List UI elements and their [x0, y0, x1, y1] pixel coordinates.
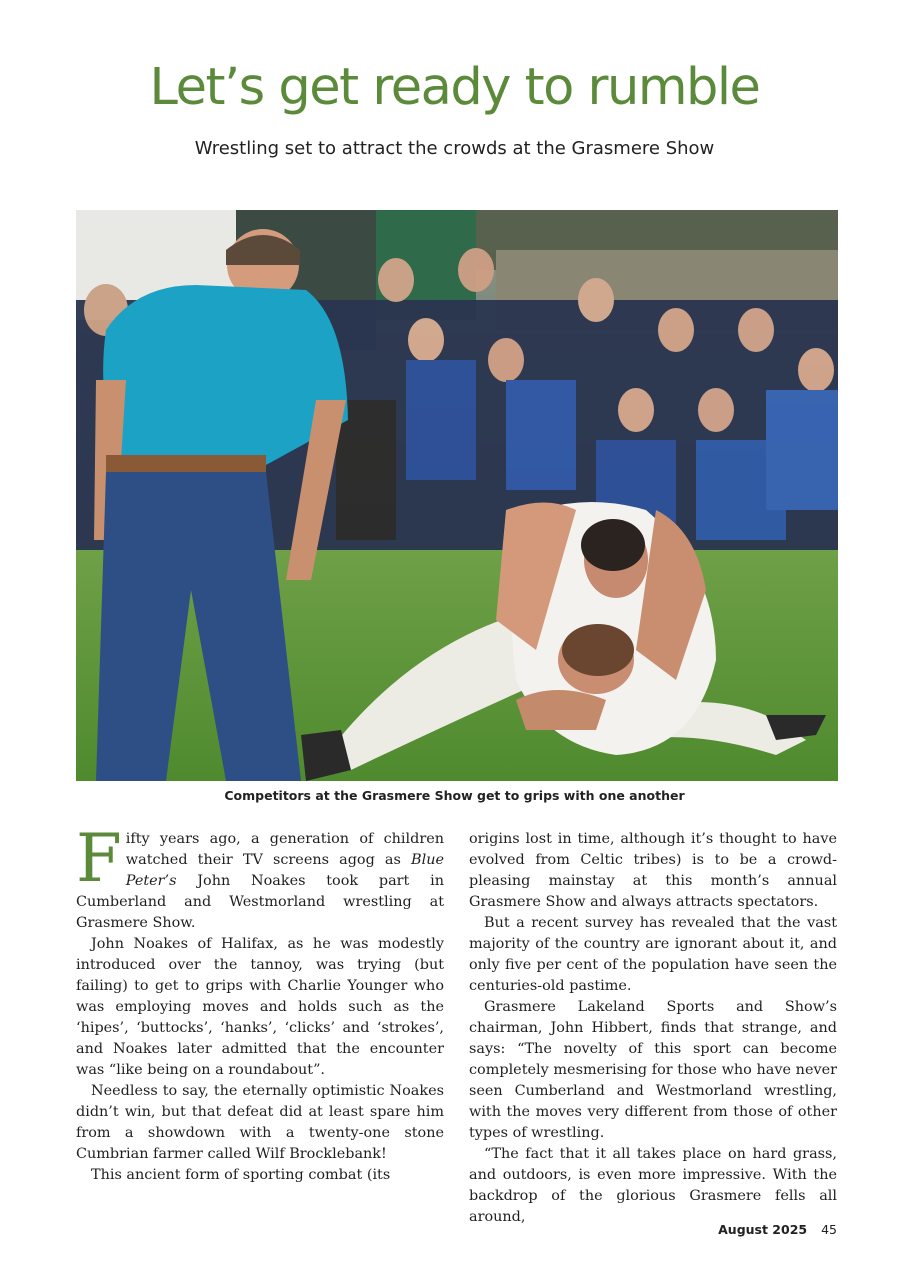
paragraph-5: But a recent survey has revealed that the vast majority of the country are ignorant about it, and only five per cent of the population have seen the centuries-old pastime. [469, 915, 837, 994]
standfirst: Wrestling set to attract the crowds at the Grasmere Show [194, 138, 715, 159]
paragraph-2: John Noakes of Halifax, as he was modestly introduced over the tannoy, was trying (but failing) to get to grips with Charlie Younger who was employing moves and holds such as the ‘hipes’, ‘buttocks’, ‘hanks’, ‘clicks’ and ‘strokes’, and Noakes later admitted that the encounter was “like being on a roundabout”. [76, 936, 444, 1078]
paragraph-1: Fifty years ago, a generation of children watched their TV screens agog as Blue Peter’s John Noakes took part in Cumberland and Westmorland wrestling at Grasmere Show. [76, 820, 444, 931]
page-footer [718, 1222, 837, 1237]
drop-cap: F [76, 820, 122, 897]
paragraph-4-continued: origins lost in time, although it’s thought to have evolved from Celtic tribes) is to be a crowd-pleasing mainstay at this month’s annual Grasmere Show and always attracts spectators. [469, 831, 837, 910]
article-column-left [76, 820, 444, 1186]
page-number: 45 [821, 1222, 837, 1237]
photo-caption: Competitors at the Grasmere Show get to grips with one another [224, 788, 685, 803]
article-column-right [469, 829, 837, 1228]
paragraph-4: This ancient form of sporting combat (its [91, 1167, 391, 1183]
headline: Let’s get ready to rumble [149, 58, 760, 117]
paragraph-3: Needless to say, the eternally optimistic Noakes didn’t win, but that defeat did at least spare him from a showdown with a twenty-one stone Cumbrian farmer called Wilf Brocklebank! [76, 1083, 444, 1162]
issue-date: August 2025 [718, 1222, 808, 1237]
paragraph-7: “The fact that it all takes place on hard grass, and outdoors, is even more impressive. With the backdrop of the glorious Grasmere fells all around, [469, 1146, 837, 1225]
wrestling-photo [76, 210, 838, 781]
paragraph-6: Grasmere Lakeland Sports and Show’s chairman, John Hibbert, finds that strange, and says: “The novelty of this sport can become completely mesmerising for those who have never seen Cumberland and Westmorland wrestling, with the moves very different from those of other types of wrestling. [469, 999, 837, 1141]
